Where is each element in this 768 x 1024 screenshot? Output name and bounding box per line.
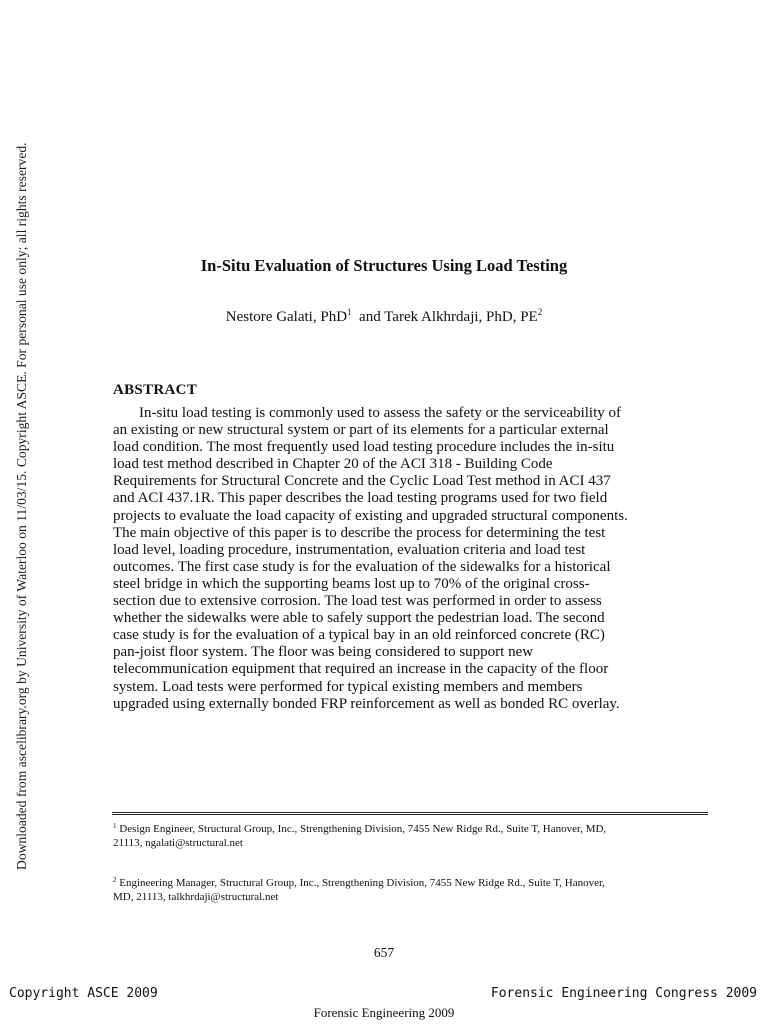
abstract-line: load test method described in Chapter 20 of the ACI 318 - Building Code — [113, 456, 553, 473]
paper-title: In-Situ Evaluation of Structures Using Load Testing — [200, 256, 568, 275]
abstract-line: and ACI 437.1R. This paper describes the load testing programs used for two field — [113, 490, 608, 507]
abstract-line: load condition. The most frequently used load testing procedure includes the in-situ — [113, 439, 615, 456]
footer-copyright: Copyright ASCE 2009 — [9, 986, 158, 1001]
abstract-line: system. Load tests were performed for typical existing members and members — [113, 678, 583, 695]
abstract-line: an existing or new structural system or part of its elements for a particular external — [113, 422, 609, 439]
footnote-text: Engineering Manager, Structural Group, Inc., Strengthening Division, 7455 New Ridge Rd., Suite T, Hanover, — [119, 877, 605, 889]
author-name: Tarek Alkhrdaji, PhD, PE — [384, 309, 538, 325]
footnote-line: 21113, ngalati@structural.net — [113, 837, 243, 849]
author-footnote-mark: 2 — [537, 307, 543, 317]
footnote-1 — [113, 822, 713, 850]
abstract-body — [113, 405, 713, 713]
footnote-2 — [113, 876, 713, 904]
footnote-divider — [112, 812, 708, 815]
author-footnote-mark: 1 — [347, 307, 352, 317]
footnote-mark: 1 — [113, 822, 117, 830]
page-number: 657 — [373, 945, 395, 960]
author-joiner: and — [359, 309, 381, 325]
footer-congress: Forensic Engineering Congress 2009 — [490, 986, 757, 1001]
author-line — [0, 307, 768, 327]
footnote-text: Design Engineer, Structural Group, Inc., Strengthening Division, 7455 New Ridge Rd., Suite T, Hanover, MD, — [119, 823, 607, 835]
download-notice: Downloaded from ascelibrary.org by University of Waterloo on 11/03/15. Copyright ASCE. For personal use only; all rights reserved. — [14, 142, 29, 870]
abstract-line: whether the sidewalks were able to safely support the pedestrian load. The second — [113, 610, 605, 627]
abstract-line: upgraded using externally bonded FRP reinforcement as well as bonded RC overlay. — [113, 695, 620, 712]
abstract-line: The main objective of this paper is to describe the process for determining the test — [113, 524, 606, 541]
abstract-heading: ABSTRACT — [113, 382, 198, 398]
footnote-mark: 2 — [113, 876, 117, 884]
abstract-line: pan-joist floor system. The floor was being considered to support new — [113, 644, 534, 661]
footnote-line — [113, 822, 713, 836]
abstract-line: In-situ load testing is commonly used to assess the safety or the serviceability of — [139, 405, 621, 421]
abstract-line: Requirements for Structural Concrete and the Cyclic Load Test method in ACI 437 — [113, 473, 611, 490]
footnote-line — [113, 876, 713, 890]
abstract-line: section due to extensive corrosion. The load test was performed in order to assess — [113, 593, 602, 610]
footnote-line: MD, 21113, talkhrdaji@structural.net — [113, 891, 279, 903]
abstract-line: projects to evaluate the load capacity of existing and upgraded structural components. — [113, 507, 628, 524]
author-name: Nestore Galati, PhD — [225, 309, 348, 325]
abstract-line: load level, loading procedure, instrumentation, evaluation criteria and load test — [113, 541, 586, 558]
abstract-line: outcomes. The first case study is for the evaluation of the sidewalks for a historical — [113, 558, 611, 575]
abstract-line: case study is for the evaluation of a typical bay in an old reinforced concrete (RC) — [113, 627, 605, 644]
abstract-line: telecommunication equipment that required an increase in the capacity of the floor — [113, 661, 609, 678]
footer-proceedings: Forensic Engineering 2009 — [313, 1005, 455, 1020]
abstract-line: steel bridge in which the supporting beams lost up to 70% of the original cross- — [113, 575, 590, 592]
